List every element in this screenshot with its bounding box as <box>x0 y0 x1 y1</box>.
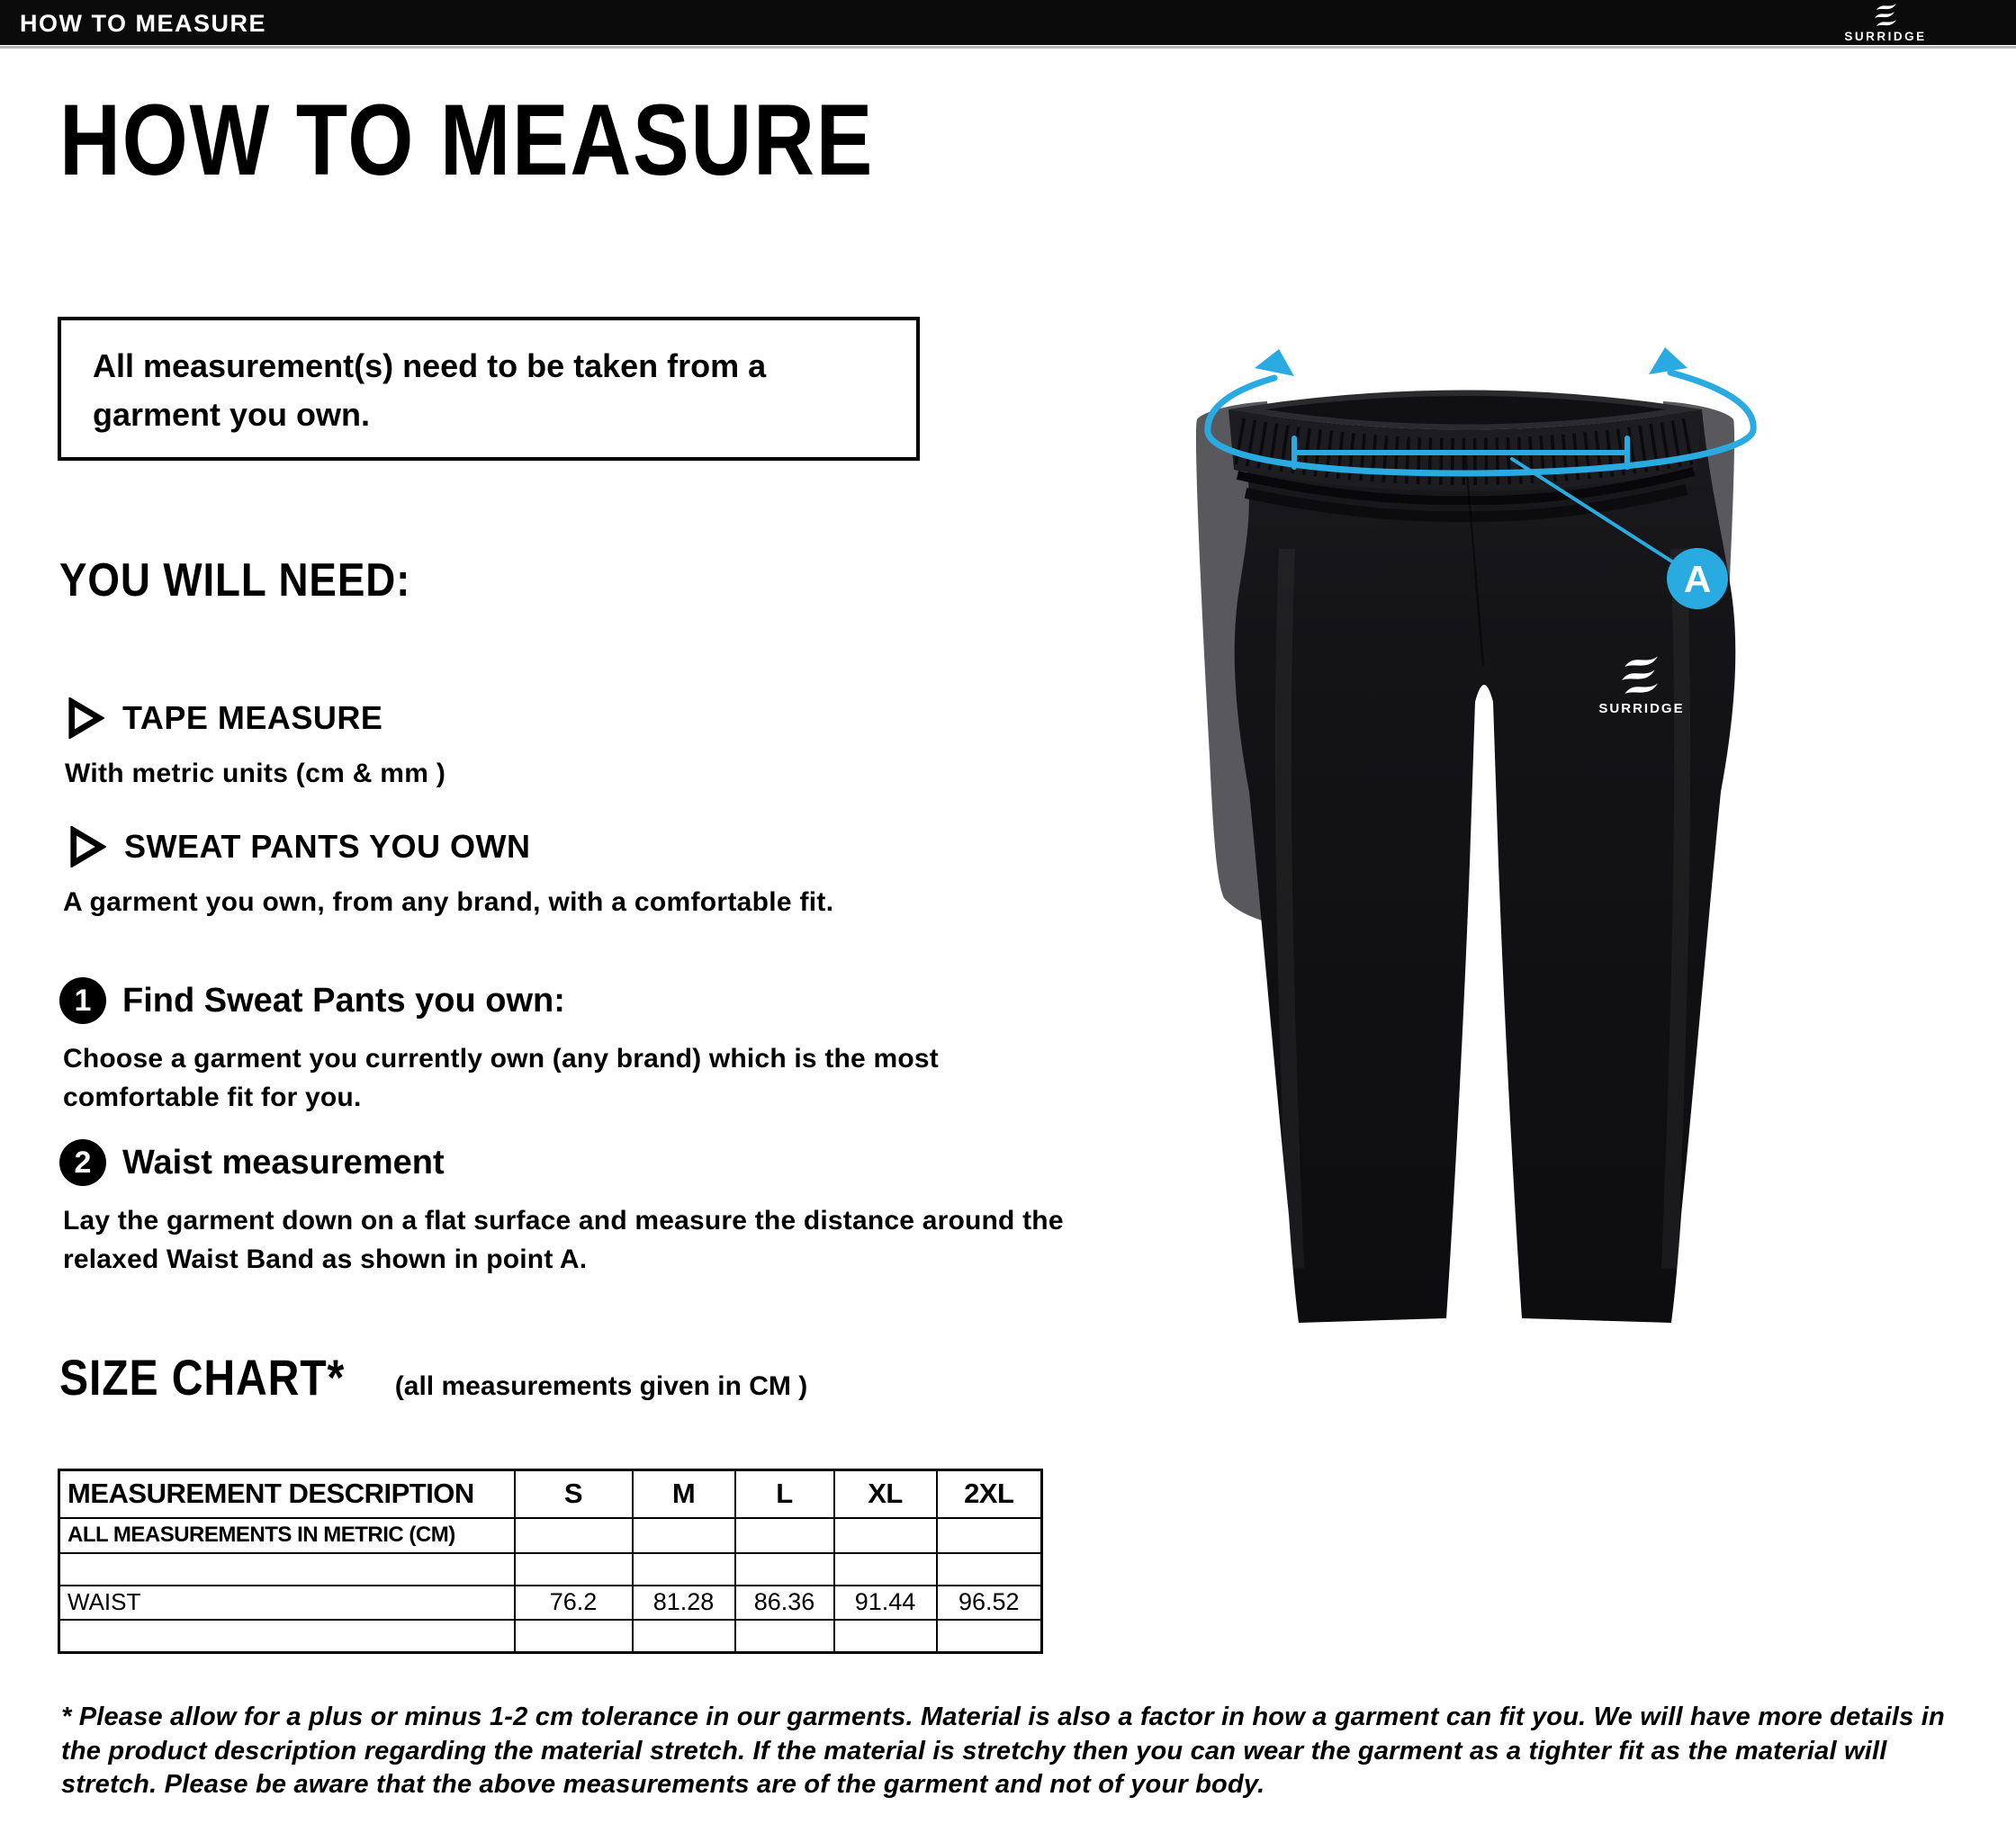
step-title: Waist measurement <box>122 1143 445 1182</box>
table-cell: 76.2 <box>515 1586 633 1620</box>
table-cell <box>59 1620 515 1653</box>
table-cell: 96.52 <box>937 1586 1042 1620</box>
step-number-badge: 2 <box>59 1139 106 1186</box>
footnote: * Please allow for a plus or minus 1-2 cm tolerance in our garments. Material is also a factor in how a garment can fit you. We will have more details in the product description regarding the material stretch. If the material is stretchy then you can wear the garment as a tighter fit as the material will stretch. Please be aware that the above measurements are of the garment and not of your body. <box>61 1703 1945 1800</box>
table-cell: ALL MEASUREMENTS IN METRIC (CM) <box>59 1518 515 1553</box>
arrowhead-right-icon <box>1649 347 1688 374</box>
you-will-need-heading: YOU WILL NEED: <box>59 554 411 607</box>
notice-box <box>58 317 920 461</box>
table-header-cell: XL <box>834 1470 937 1518</box>
table-cell: WAIST <box>59 1586 515 1620</box>
size-chart-table <box>58 1469 1043 1654</box>
table-cell <box>59 1553 515 1586</box>
pants-body <box>1228 409 1735 1323</box>
table-cell <box>633 1553 735 1586</box>
size-chart-heading: SIZE CHART* <box>59 1349 346 1406</box>
page-title: HOW TO MEASURE <box>59 84 875 196</box>
table-header-cell: MEASUREMENT DESCRIPTION <box>59 1470 515 1518</box>
table-row <box>59 1553 1042 1586</box>
need-item-description: A garment you own, from any brand, with a comfortable fit. <box>63 887 834 917</box>
table-header-row <box>59 1470 1042 1518</box>
table-cell <box>735 1620 834 1653</box>
table-cell <box>834 1553 937 1586</box>
need-item-description: With metric units (cm & mm ) <box>65 759 446 788</box>
table-header-cell: 2XL <box>937 1470 1042 1518</box>
top-bar-divider <box>0 46 2016 49</box>
notice-text: All measurement(s) need to be taken from a garment you own. <box>93 347 767 433</box>
table-cell <box>937 1620 1042 1653</box>
need-item-tape-measure <box>67 697 382 739</box>
table-cell <box>515 1518 633 1553</box>
table-cell <box>834 1518 937 1553</box>
step-description: Choose a garment you currently own (any brand) which is the most comfortable fit for you. <box>63 1044 939 1112</box>
table-cell <box>633 1518 735 1553</box>
surridge-wordmark: SURRIDGE <box>1844 30 1927 43</box>
table-header-cell: M <box>633 1470 735 1518</box>
table-cell <box>937 1518 1042 1553</box>
size-chart-subheading: (all measurements given in CM ) <box>394 1371 808 1401</box>
table-cell <box>834 1620 937 1653</box>
need-item-sweat-pants <box>68 826 531 867</box>
top-bar-title: HOW TO MEASURE <box>20 10 267 37</box>
table-header-cell: L <box>735 1470 834 1518</box>
table-cell: 81.28 <box>633 1586 735 1620</box>
pants-brand-wordmark: SURRIDGE <box>1598 701 1685 716</box>
table-cell <box>735 1553 834 1586</box>
step-1 <box>59 977 565 1024</box>
table-cell: 91.44 <box>834 1586 937 1620</box>
step-title: Find Sweat Pants you own: <box>122 981 565 1020</box>
table-subheader-row <box>59 1518 1042 1553</box>
point-a-label: A <box>1683 558 1712 600</box>
step-description: Lay the garment down on a flat surface and measure the distance around the relaxed Waist Band as shown in point A. <box>63 1206 1064 1274</box>
pants-figure <box>1152 324 1809 1350</box>
table-cell <box>515 1553 633 1586</box>
table-cell <box>633 1620 735 1653</box>
size-chart-heading-row <box>59 1348 807 1406</box>
table-row-waist <box>59 1586 1042 1620</box>
pants-illustration <box>1152 324 1809 1350</box>
table-cell <box>937 1553 1042 1586</box>
need-item-title: TAPE MEASURE <box>122 699 383 736</box>
table-header-cell: S <box>515 1470 633 1518</box>
step-2 <box>59 1139 445 1186</box>
surridge-logo-icon <box>1840 1 1930 44</box>
table-cell <box>735 1518 834 1553</box>
table-cell: 86.36 <box>735 1586 834 1620</box>
triangle-right-icon <box>68 826 106 867</box>
step-number-badge: 1 <box>59 977 106 1024</box>
table-row <box>59 1620 1042 1653</box>
table-cell <box>515 1620 633 1653</box>
triangle-right-icon <box>67 697 104 739</box>
need-item-title: SWEAT PANTS YOU OWN <box>124 828 531 865</box>
top-bar <box>0 0 2016 45</box>
arrowhead-left-icon <box>1255 349 1294 376</box>
